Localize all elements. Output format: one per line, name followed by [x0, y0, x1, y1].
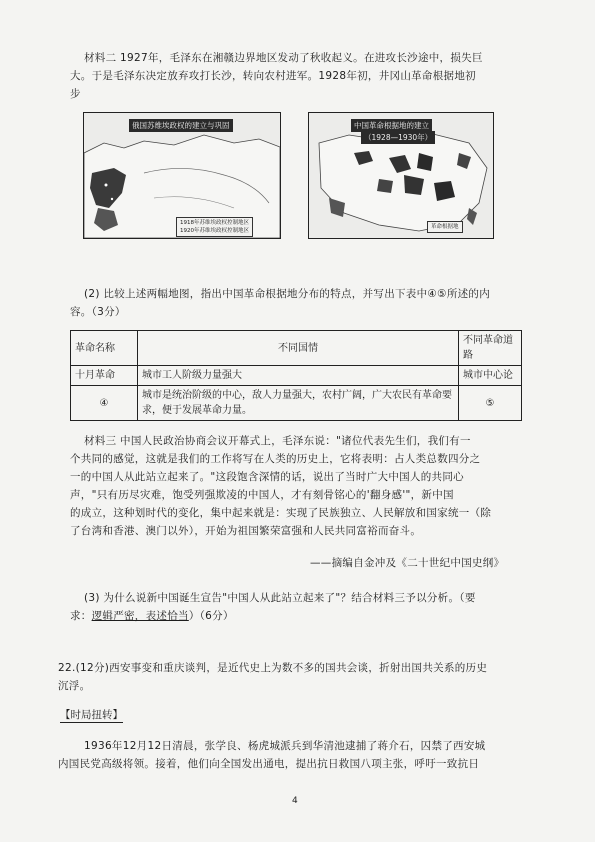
table-header: 革命名称: [71, 331, 138, 366]
material3-line3: 一的中国人从此站立起来了。"这段饱含深情的话，说出了当时广大中国人的共同心: [70, 471, 464, 483]
table-row: [71, 366, 522, 386]
china-map-subtitle: （1928—1930年）: [361, 131, 435, 144]
question22-line1: 22.(12分)西安事变和重庆谈判，是近代史上为数不多的国共会谈，折射出国共关系的历史: [58, 662, 488, 674]
material3-line1: 材料三 中国人民政治协商会议开幕式上，毛泽东说："诸位代表先生们，我们有一: [84, 435, 471, 447]
table-cell: 城市工人阶级力量强大: [138, 366, 459, 386]
table-header: 不同国情: [138, 331, 459, 366]
material3-line2: 个共同的感觉，这就是我们的工作将写在人类的历史上，它将表明：占人类总数四分之: [70, 453, 481, 465]
question3-requirement: 逻辑严密，表述恰当: [91, 610, 189, 622]
china-map-legend: [427, 221, 463, 233]
table-cell: ④: [71, 386, 138, 421]
intro-line2: 内国民党高级将领。接着，他们向全国发出通电，提出抗日救国八项主张，呼吁一致抗日: [58, 758, 480, 770]
revolution-table: [70, 330, 522, 421]
material2-line3: 步: [70, 88, 81, 100]
question2-line2: 容。（3分）: [70, 306, 126, 318]
question2-line1: (2) 比较上述两幅地图，指出中国革命根据地分布的特点，并写出下表中④⑤所述的内: [84, 288, 491, 300]
table-cell: 城市中心论: [459, 366, 522, 386]
material2-line1: 材料二 1927年，毛泽东在湘赣边界地区发动了秋收起义。在进攻长沙途中，损失巨: [84, 52, 483, 64]
china-legend-base: 革命根据地: [431, 224, 459, 230]
table-row: [71, 386, 522, 421]
table-cell: ⑤: [459, 386, 522, 421]
table-cell: 城市是统治阶级的中心，敌人力量强大，农村广阔，广大农民有革命要求，便于发展革命力量。: [138, 386, 459, 421]
material3-line4: 声，"只有历尽灾难，饱受列强欺凌的中国人，才有刻骨铭心的'翻身感'"，新中国: [70, 489, 454, 501]
material2-line2: 大。于是毛泽东决定放弃攻打长沙，转向农村进军。1928年初，井冈山革命根据地初: [70, 70, 476, 82]
soviet-legend-1918: 1918年苏维埃政权控制地区: [180, 220, 249, 226]
page-number: 4: [292, 796, 298, 806]
question3-line2: [70, 608, 234, 625]
table-header: 不同革命道路: [459, 331, 522, 366]
question22-line2: 沉浮。: [58, 680, 91, 692]
material3-line6: 了台湾和香港、澳门以外），开始为祖国繁荣富强和人民共同富裕而奋斗。: [70, 525, 422, 537]
soviet-map: [83, 112, 281, 239]
question3-suffix: ）（6分）: [188, 610, 234, 622]
table-header-row: [71, 331, 522, 366]
china-map-title: 中国革命根据地的建立: [351, 119, 432, 132]
table-cell: 十月革命: [71, 366, 138, 386]
soviet-map-legend: [176, 217, 253, 237]
soviet-legend-1920: 1920年苏维埃政权控制地区: [180, 228, 249, 234]
material3-source: ——摘编自金冲及《二十世纪中国史纲》: [310, 557, 505, 569]
question3-prefix: 求：: [70, 610, 92, 622]
soviet-map-title: 俄国苏维埃政权的建立与巩固: [129, 119, 233, 132]
section-tag: 【时局扭转】: [60, 709, 123, 721]
intro-line1: 1936年12月12日清晨，张学良、杨虎城派兵到华清池逮捕了蒋介石，囚禁了西安城: [84, 740, 486, 752]
material3-line5: 的成立，这种划时代的变化，集中起来就是：实现了民族独立、人民解放和国家统一（除: [70, 507, 492, 519]
question3-line1: (3) 为什么说新中国诞生宣告"中国人从此站立起来了"？结合材料三予以分析。（要: [84, 592, 476, 604]
china-base-map: [308, 112, 494, 239]
